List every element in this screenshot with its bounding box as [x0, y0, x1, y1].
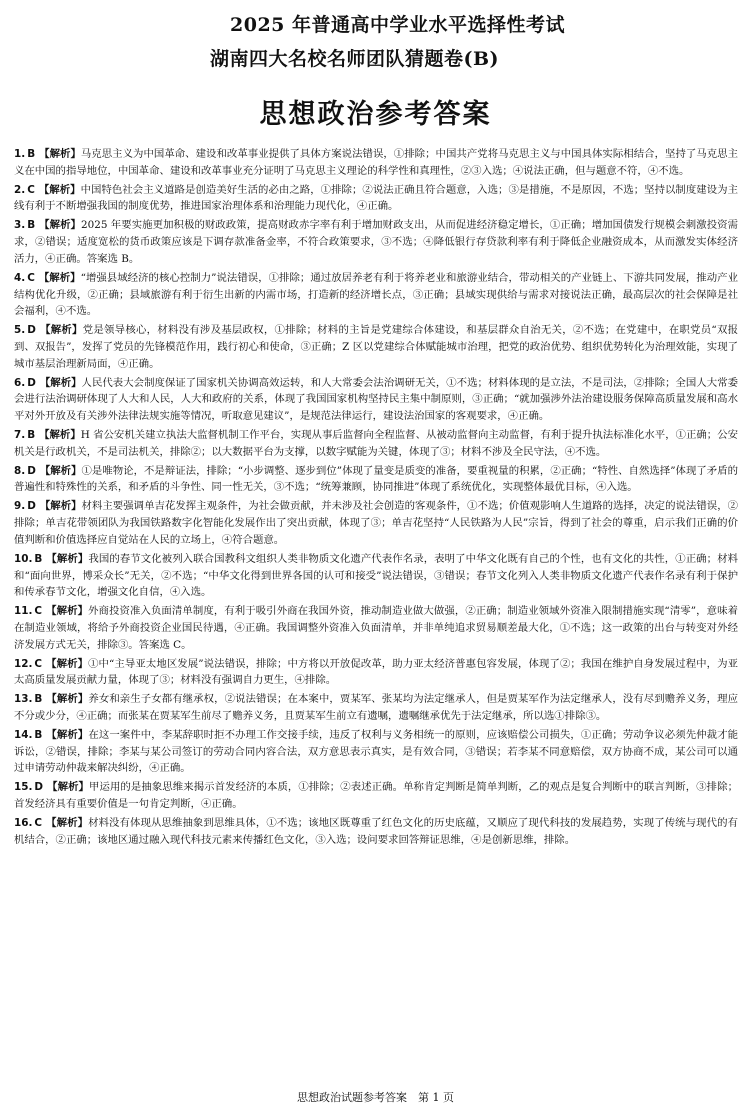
- answer-choice: B: [34, 552, 43, 565]
- answer-item: [14, 603, 738, 653]
- analysis-tag: 【解析】: [46, 817, 89, 830]
- analysis-text: 材料主要强调单吉花发挥主观条件，为社会做贡献，并未涉及社会创造的客观条件，①不选；价值观影响人生道路的选择，决定的说法错误，②排除；单吉花带领团队为我国铁路数字化智能化发展作出了突出贡献，体现了③；单吉花坚持“人民铁路为人民”宗旨，得到了社会的尊重，启示我们正确的价值判断和价值选择应自觉站在人民的立场上，④符合题意。: [14, 500, 739, 546]
- answer-item: [14, 498, 738, 548]
- analysis-tag: 【解析】: [46, 657, 89, 670]
- answer-item: [14, 427, 738, 460]
- analysis-text: ①是唯物论，不是辩证法，排除；“小步调整、逐步到位”体现了量变是质变的准备，要重视量的积累，②正确；“特性、自然选择”体现了矛盾的普遍性和特殊性的关系，和矛盾的斗争性、同一性无关，③不选；“统筹兼顾，协同推进”体现了系统优化，实现整体最优目标，④入选。: [14, 464, 739, 494]
- question-number: 8.: [14, 464, 26, 477]
- answer-item: [14, 375, 738, 425]
- analysis-tag: 【解析】: [46, 605, 89, 618]
- analysis-text: 人民代表大会制度保证了国家机关协调高效运转，和人大常委会法治调研无关，①不选；材料体现的是立法，不是司法，②排除；全国人大常委会进行法治调研体现了人大和人民，人大和政府的关系，体现了我国国家机构坚持民主集中制原则，③正确；“就加强涉外法治建设服务保障高质量发展和高水平对外开放及有关涉外法律法规实施等情况，听取意见建议”，是规范法律运行，建设法治国家的客观要求，④正确。: [14, 376, 739, 423]
- question-number: 16.: [14, 817, 33, 830]
- analysis-text: 中国特色社会主义道路是创造美好生活的必由之路，①排除；②说法正确且符合题意，入选；③是措施，不是原因，不选；坚持以制度建设为主线有利于不断增强我国的制度优势，推进国家治理体系和治理能力现代化，④正确。: [14, 183, 739, 213]
- analysis-text: 2025 年要实施更加积极的财政政策，提高财政赤字率有利于增加财政支出，从而促进经济稳定增长，①正确；增加国债发行规模会刺激投资需求，②错误；适度宽松的货币政策应该是下调存款准备金率，不符合政策要求，③不选；④降低银行存贷款利率有利于降低企业融资成本，从而激发实体经济活力，④正确。答案选 B。: [14, 219, 738, 265]
- analysis-text: 甲运用的是抽象思维来揭示首发经济的本质，①排除；②表述正确。单称肯定判断是简单判断，乙的观点是复合判断中的联言判断，③排除；首发经济具有重要价值是一句肯定判断，④正确。: [14, 781, 738, 811]
- analysis-tag: 【解析】: [39, 148, 81, 160]
- analysis-tag: 【解析】: [46, 552, 89, 565]
- exam-title: 2025 年普通高中学业水平选择性考试: [230, 14, 565, 36]
- analysis-text: 外商投资准入负面清单制度，有利于吸引外商在我国外资，推动制造业做大做强，②正确；制造业领域外资准入限制措施实现“清零”，意味着在制造业领域，将给予外商投资企业国民待遇，④正确。我国调整外资准入负面清单，并非单纯追求贸易顺差最大化，①不选；这一政策的出台与转变对外经济发展方式无关，排除③。答案选 C。: [14, 605, 739, 651]
- analysis-text: “增强县域经济的核心控制力”说法错误，①排除；通过放居养老有利于将养老业和旅游业结合，带动相关的产业链上、下游共同发展，推动产业结构优化升级，②正确；县域旅游有利于衍生出新的内需市场，打造新的经济增长点，③正确；县域实现供给与需求对接说法正确，最高层次的社会保障是社会福利，④不选。: [14, 271, 738, 318]
- answer-choice: B: [34, 729, 43, 742]
- question-number: 1.: [14, 148, 26, 160]
- answer-item: [14, 691, 738, 724]
- answer-choice: D: [27, 500, 36, 513]
- answer-choice: B: [27, 148, 36, 160]
- answer-item: [14, 182, 738, 215]
- analysis-text: 马克思主义为中国革命、建设和改革事业提供了具体方案说法错误，①排除；中国共产党将马克思主义与中国具体实际相结合，坚持了马克思主义在中国的指导地位，中国革命、建设和改革事业充分证明了马克思主义理论的科学性和真理性，②③入选；④说法正确，但与题意不符，④不选。: [14, 148, 738, 177]
- analysis-tag: 【解析】: [47, 781, 90, 794]
- answer-choice: B: [27, 219, 36, 232]
- analysis-tag: 【解析】: [39, 500, 82, 513]
- answer-choice: C: [34, 817, 43, 830]
- question-number: 13.: [14, 693, 33, 706]
- answer-item: [14, 779, 738, 812]
- page-footer: 思想政治试题参考答案 第 1 页: [297, 1091, 454, 1104]
- answer-list: [14, 146, 738, 851]
- analysis-text: 我国的春节文化被列入联合国教科文组织人类非物质文化遗产代表作名录，表明了中华文化既有自己的个性，也有文化的共性，①正确；材料和“面向世界，博采众长”无关，②不选；“中华文化得到世界各国的认可和接受”说法错误，③错误；春节文化列入人类非物质文化遗产代表作名录有利于保护和传承春节文化，增强文化自信，④入选。: [14, 552, 739, 599]
- analysis-text: 养女和亲生子女都有继承权，②说法错误；在本案中，贾某军、张某均为法定继承人，但是贾某军作为法定继承人，没有尽到赡养义务，理应不分或少分，④正确；而张某在贾某军生前尽了赡养义务，且贾某军生前立有遗嘱，遗嘱继承优先于法定继承，所以选①排除③。: [14, 693, 739, 723]
- analysis-text: 在这一案件中，李某辞职时拒不办理工作交接手续，违反了权利与义务相统一的原则，应该赔偿公司损失，①正确；劳动争议必须先仲裁才能诉讼，②错误，排除；李某与某公司签订的劳动合同内容合法，双方意思表示真实，是有效合同，③错误；若李某不同意赔偿，双方协商不成，某公司可以通过申请劳动仲裁来解决纠纷，④正确。: [14, 729, 739, 775]
- analysis-text: 材料没有体现从思维抽象到思维具体，①不选；该地区既尊重了红色文化的历史底蕴，又顺应了现代科技的发展趋势，实现了传统与现代的有机结合，②正确；该地区通过融入现代科技元素来传播红色文化，③入选；设问要求回答辩证思维，④是创新思维，排除。: [14, 817, 738, 846]
- answer-choice: C: [27, 183, 35, 196]
- answer-choice: B: [34, 693, 43, 706]
- analysis-tag: 【解析】: [38, 183, 81, 196]
- analysis-tag: 【解析】: [46, 693, 89, 706]
- answer-item: [14, 815, 738, 848]
- answer-choice: B: [27, 429, 36, 442]
- analysis-tag: 【解析】: [39, 376, 82, 389]
- question-number: 9.: [14, 500, 26, 513]
- question-number: 11.: [14, 605, 33, 618]
- answer-choice: C: [34, 657, 43, 670]
- question-number: 12.: [14, 657, 33, 670]
- answer-choice: D: [27, 376, 36, 389]
- answer-choice: D: [27, 464, 36, 477]
- analysis-tag: 【解析】: [39, 324, 83, 337]
- question-number: 7.: [14, 429, 26, 442]
- question-number: 15.: [14, 781, 33, 794]
- exam-subtitle: 湖南四大名校名师团队猜题卷(B): [210, 48, 500, 70]
- question-number: 2.: [14, 183, 26, 196]
- analysis-text: H 省公安机关建立执法大监督机制工作平台，实现从事后监督向全程监督、从被动监督向主动监督，有利于提升执法标准化水平，①正确；公安机关是行政机关，不是司法机关，排除②；以大数据平台为支撑，以数字赋能为关键，体现了③；材料不涉及全民守法，④不选。: [14, 429, 739, 458]
- answer-choice: D: [27, 324, 36, 337]
- analysis-tag: 【解析】: [39, 429, 81, 442]
- question-number: 10.: [14, 552, 33, 565]
- page-title: 思想政治参考答案: [259, 99, 492, 130]
- answer-item: [14, 727, 738, 777]
- question-number: 6.: [14, 376, 26, 389]
- question-number: 4.: [14, 271, 26, 284]
- question-number: 3.: [14, 219, 26, 232]
- answer-item: [14, 656, 738, 689]
- answer-item: [14, 463, 738, 496]
- question-number: 14.: [14, 729, 33, 742]
- analysis-tag: 【解析】: [39, 219, 81, 232]
- answer-choice: C: [27, 271, 35, 284]
- analysis-tag: 【解析】: [39, 464, 82, 477]
- answer-item: [14, 270, 738, 320]
- answer-item: [14, 146, 738, 179]
- answer-item: [14, 322, 738, 372]
- analysis-text: 党是领导核心，材料没有涉及基层政权，①排除；材料的主旨是党建综合体建设，和基层群众自治无关，②不选；在党建中，在职党员“双报到、双报告”，发挥了党员的先锋模范作用，践行初心和使命，③正确；Z 区以党建综合体赋能城市治理，把党的政治优势、组织优势转化为治理效能，实现了城市基层治理新局面，④正确。: [14, 324, 738, 370]
- answer-item: [14, 217, 738, 267]
- answer-item: [14, 551, 738, 601]
- analysis-tag: 【解析】: [46, 729, 89, 742]
- answer-choice: D: [34, 781, 44, 794]
- analysis-text: ①中“主导亚太地区发展”说法错误，排除；中方将以开放促改革，助力亚太经济普惠包容发展，体现了②；我国在维护自身发展过程中，为亚太高质量发展贡献力量，体现了③；材料没有强调自力更生，④排除。: [14, 657, 739, 687]
- answer-choice: C: [34, 605, 43, 618]
- analysis-tag: 【解析】: [38, 271, 81, 284]
- question-number: 5.: [14, 324, 26, 337]
